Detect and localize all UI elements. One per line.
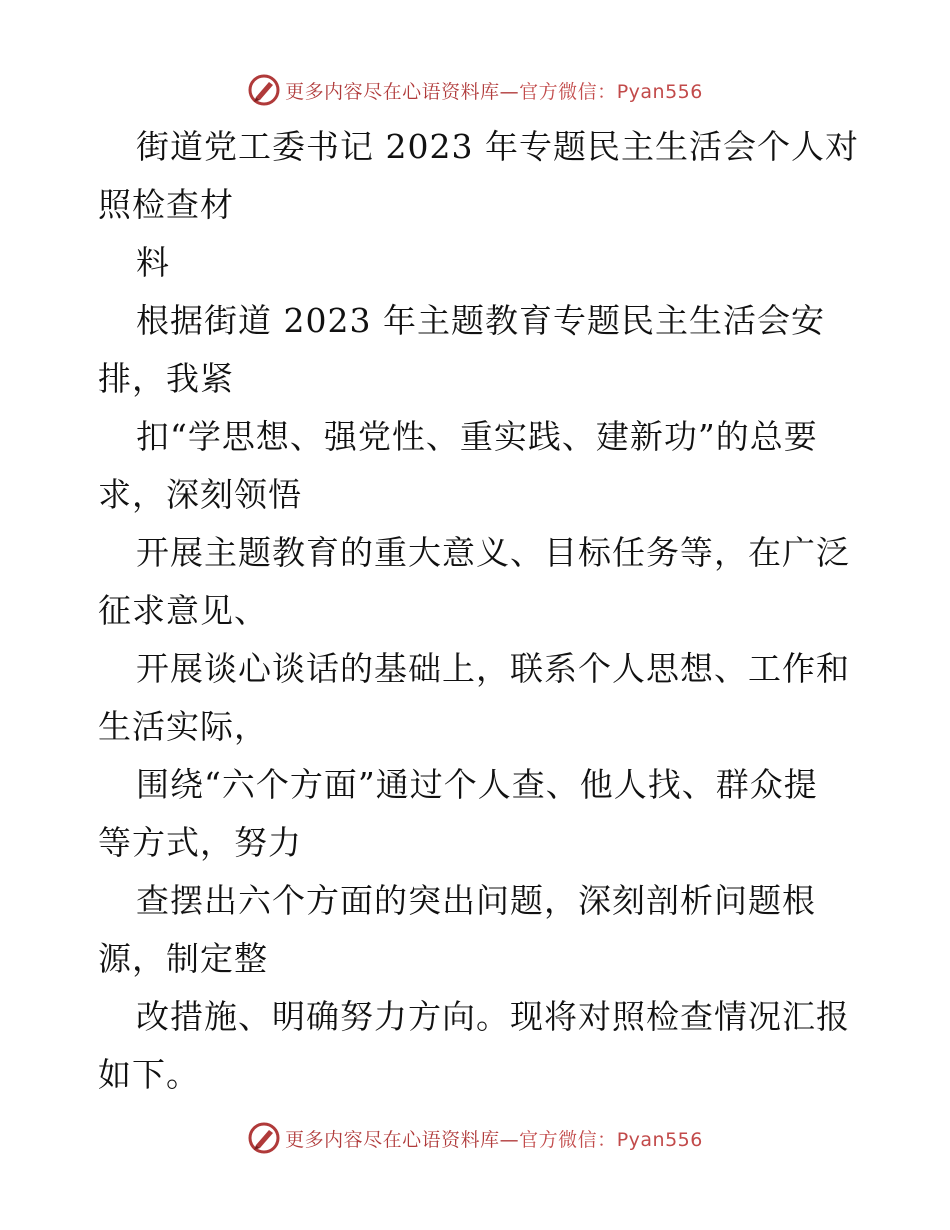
footer-banner: [0, 1118, 950, 1158]
footer-wechat-id: Pyan556: [616, 1128, 703, 1151]
text-line: 开展主题教育的重大意义、目标任务等，在广泛: [136, 533, 850, 572]
logo-icon: [247, 1121, 281, 1155]
footer-wechat-label: 官方微信：: [519, 1128, 617, 1151]
header-banner-text: [285, 77, 703, 104]
text-line: 料: [136, 243, 170, 282]
logo-icon: [247, 73, 281, 107]
text-line: 街道党工委书记 2023 年专题民主生活会个人对: [136, 127, 859, 166]
text-line: 生活实际，: [98, 707, 268, 746]
text-line: 等方式，努力: [98, 823, 302, 862]
footer-banner-text: [285, 1125, 703, 1152]
text-line: 源，制定整: [98, 939, 268, 978]
footer-banner-title: 更多内容尽在心语资料库: [285, 1128, 500, 1151]
text-line: 征求意见、: [98, 591, 268, 630]
text-line: 根据街道 2023 年主题教育专题民主生活会安: [136, 301, 825, 340]
header-wechat-id: Pyan556: [616, 80, 703, 103]
footer-banner-separator: —: [499, 1128, 520, 1151]
text-line: 照检查材: [98, 185, 234, 224]
text-line: 求，深刻领悟: [98, 475, 302, 514]
text-line: 开展谈心谈话的基础上，联系个人思想、工作和: [136, 649, 850, 688]
header-banner: [0, 70, 950, 110]
text-line: 改措施、明确努力方向。现将对照检查情况汇报: [136, 997, 850, 1036]
text-line: 查摆出六个方面的突出问题，深刻剖析问题根: [136, 881, 816, 920]
header-banner-title: 更多内容尽在心语资料库: [285, 80, 500, 103]
text-line: 排，我紧: [98, 359, 234, 398]
text-line: 如下。: [98, 1055, 200, 1094]
header-banner-separator: —: [499, 80, 520, 103]
document-body: [98, 118, 858, 1104]
header-wechat-label: 官方微信：: [519, 80, 617, 103]
text-line: 扣“学思想、强党性、重实践、建新功”的总要: [136, 417, 818, 456]
text-line: 围绕“六个方面”通过个人查、他人找、群众提: [136, 765, 818, 804]
